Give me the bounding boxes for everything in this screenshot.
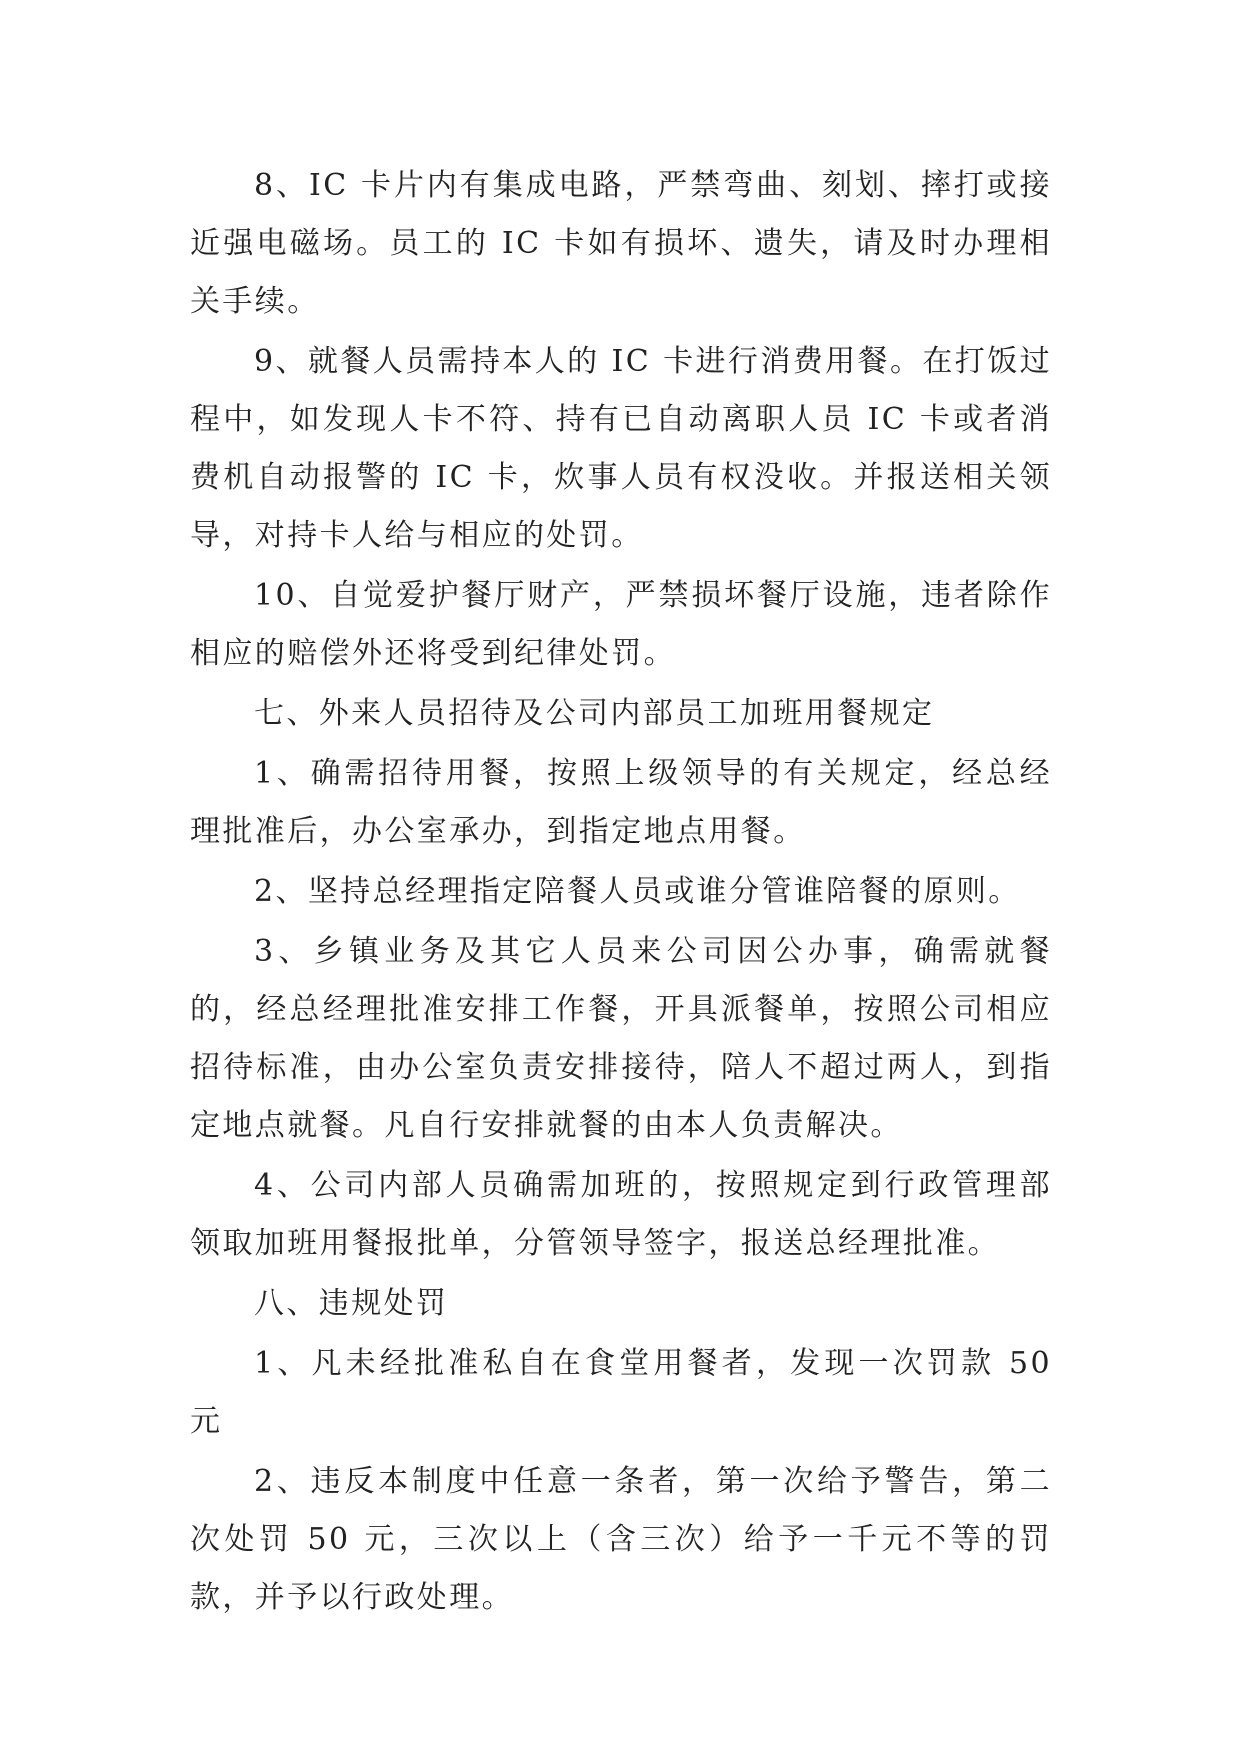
rule-8-ic-card-care: 8、IC 卡片内有集成电路，严禁弯曲、刻划、摔打或接近强电磁场。员工的 IC 卡如有损坏、遗失，请及时办理相关手续。 bbox=[190, 168, 1052, 319]
rule-9-ic-card-usage: 9、就餐人员需持本人的 IC 卡进行消费用餐。在打饭过程中，如发现人卡不符、持有已自动离职人员 IC 卡或者消费机自动报警的 IC 卡，炊事人员有权没收。并报送相关领导，对持卡人给与相应的处罚。 bbox=[190, 344, 1052, 553]
section-7-item-4: 4、公司内部人员确需加班的，按照规定到行政管理部领取加班用餐报批单，分管领导签字，报送总经理批准。 bbox=[190, 1168, 1052, 1261]
section-7-item-2: 2、坚持总经理指定陪餐人员或谁分管谁陪餐的原则。 bbox=[254, 874, 1021, 909]
section-8-heading: 八、违规处罚 bbox=[254, 1286, 449, 1321]
rule-10-property-care: 10、自觉爱护餐厅财产，严禁损坏餐厅设施，违者除作相应的赔偿外还将受到纪律处罚。 bbox=[190, 578, 1052, 671]
section-8-item-2: 2、违反本制度中任意一条者，第一次给予警告，第二次处罚 50 元，三次以上（含三次）给予一千元不等的罚款，并予以行政处理。 bbox=[190, 1464, 1052, 1615]
section-7-item-3: 3、乡镇业务及其它人员来公司因公办事，确需就餐的，经总经理批准安排工作餐，开具派餐单，按照公司相应招待标准，由办公室负责安排接待，陪人不超过两人，到指定地点就餐。凡自行安排就餐的由本人负责解决。 bbox=[190, 934, 1052, 1143]
document-page bbox=[190, 157, 1052, 1629]
section-8-item-1: 1、凡未经批准私自在食堂用餐者，发现一次罚款 50 元 bbox=[190, 1346, 1052, 1439]
section-7-heading: 七、外来人员招待及公司内部员工加班用餐规定 bbox=[254, 696, 935, 731]
section-7-item-1: 1、确需招待用餐，按照上级领导的有关规定，经总经理批准后，办公室承办，到指定地点用餐。 bbox=[190, 756, 1052, 849]
